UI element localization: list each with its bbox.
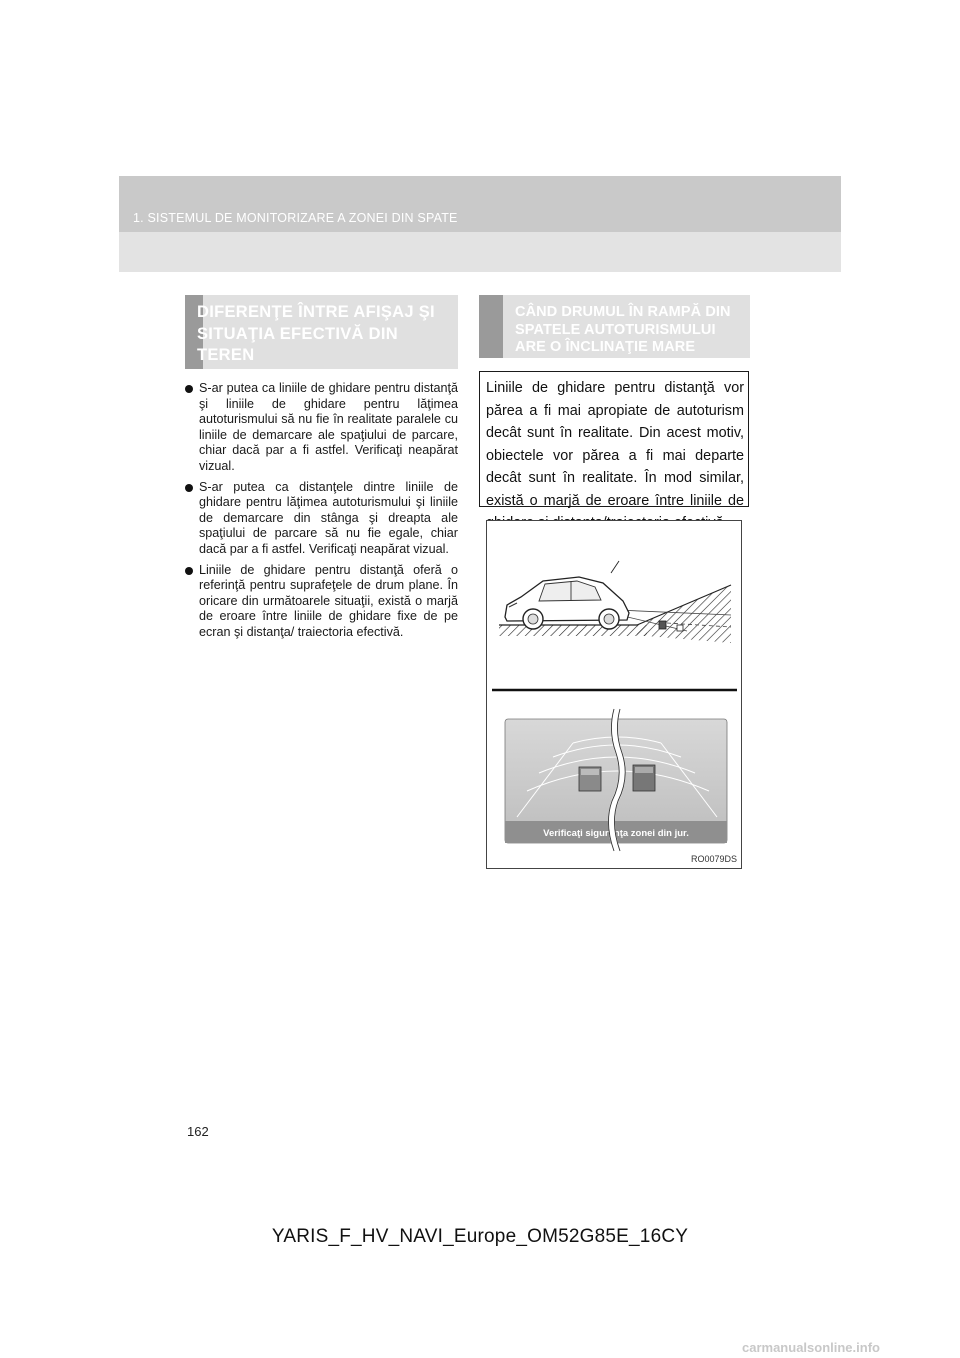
slope-illustration [486, 520, 742, 869]
camera-screen [505, 709, 727, 851]
illustration-drawing [487, 521, 743, 870]
bullet-text: S-ar putea ca liniile de ghidare pentru distanţă şi liniile de ghidare pentru lăţimea autoturismului să nu fie în realitate paralele cu liniile de demarcare ale spaţiului de parcare, chiar dacă par a fi astfel. Verificaţi neapărat vizual. [199, 381, 458, 473]
side-view-scene [499, 561, 731, 643]
bullet-text: S-ar putea ca distanţele dintre liniile de ghidare pentru lăţimea autoturismului şi liniile de demarcare din stânga şi dreapta ale spaţiului de parcare să nu fie egale, chiar dacă par a fi astfel. Verificaţi neapărat vizual. [199, 479, 458, 556]
section-heading-title: DIFERENŢE ÎNTRE AFIŞAJ ŞI SITUAŢIA EFECTIVĂ DIN TEREN [197, 303, 435, 364]
bullet-icon [185, 567, 193, 575]
bullet-icon [185, 484, 193, 492]
bullet-item [185, 480, 458, 558]
note-box: Liniile de ghidare pentru distanţă vor părea a fi mai apropiate de autoturism decât sunt în realitate. Din acest motiv, obiectele vor părea a fi mai departe decât sunt în realitate. În mod similar, există o marjă de eroare între liniile de [479, 371, 749, 507]
figure-code: RO0079DS [690, 854, 737, 864]
section-heading-right [479, 295, 750, 358]
screen-message: Verificaţi siguranţa zonei din jur. [543, 828, 689, 839]
section-heading-left [185, 295, 458, 369]
bullet-item [185, 563, 458, 641]
header-title: 1. SISTEMUL DE MONITORIZARE A ZONEI DIN SPATE [133, 211, 458, 225]
section-heading-title: CÂND DRUMUL ÎN RAMPĂ DIN SPATELE AUTOTURISMULUI ARE O ÎNCLINAŢIE MARE [515, 304, 731, 355]
document-code: YARIS_F_HV_NAVI_Europe_OM52G85E_16CY [271, 1226, 689, 1247]
obstacle-icon [659, 621, 666, 629]
obstacle-icon [677, 625, 683, 631]
bullet-icon [185, 385, 193, 393]
car-drawing [505, 561, 629, 629]
bullet-list [185, 381, 458, 646]
page-number: 162 [187, 1124, 209, 1139]
bullet-text: Liniile de ghidare pentru distanţă oferă o referinţă pentru suprafeţele de drum plane. În oricare din următoarele situaţii, există o marjă de eroare între liniile de ghidare fixe de pe ecran şi distanţa/ traiectoria efectivă. [199, 562, 458, 639]
watermark: carmanualsonline.info [742, 1340, 880, 1355]
section-heading-bar [479, 295, 503, 358]
bullet-item [185, 381, 458, 475]
